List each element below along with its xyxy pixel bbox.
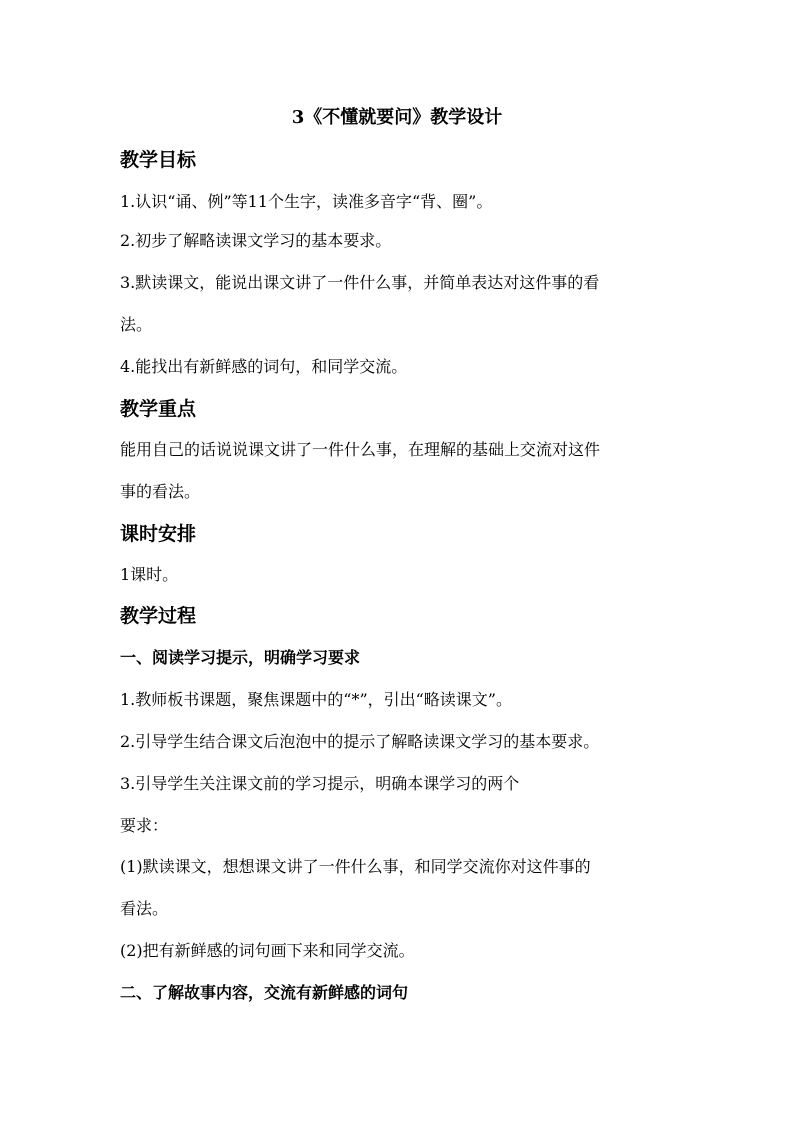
objective-item-3: 3.默读课文，能说出课文讲了一件什么事，并简单表达对这件事的看 bbox=[120, 273, 600, 292]
schedule-text: 1课时。 bbox=[120, 565, 179, 584]
process-part1-line-5: (1)默读课文，想想课文讲了一件什么事，和同学交流你对这件事的 bbox=[120, 857, 591, 876]
process-part1-line-4: 要求： bbox=[120, 816, 169, 835]
key-points-line-2: 事的看法。 bbox=[120, 482, 201, 501]
process-part1-line-3: 3.引导学生关注课文前的学习提示，明确本课学习的两个 bbox=[120, 774, 520, 793]
objective-item-4: 4.能找出有新鲜感的词句，和同学交流。 bbox=[120, 357, 408, 376]
heading-key-points: 教学重点 bbox=[120, 398, 197, 420]
process-part1-heading: 一、阅读学习提示，明确学习要求 bbox=[120, 648, 361, 667]
process-part1-line-6: 看法。 bbox=[120, 899, 169, 918]
objective-item-1: 1.认识“诵、例”等11个生字，读准多音字“背、圈”。 bbox=[120, 192, 493, 211]
heading-schedule: 课时安排 bbox=[120, 523, 197, 545]
process-part1-line-2: 2.引导学生结合课文后泡泡中的提示了解略读课文学习的基本要求。 bbox=[120, 732, 600, 751]
heading-process: 教学过程 bbox=[120, 605, 197, 627]
process-part2-heading: 二、了解故事内容，交流有新鲜感的词句 bbox=[120, 983, 409, 1002]
objective-item-3-cont: 法。 bbox=[120, 315, 153, 334]
heading-objectives: 教学目标 bbox=[120, 149, 197, 171]
document-title: 3《不懂就要问》教学设计 bbox=[291, 107, 503, 128]
process-part1-line-7: (2)把有新鲜感的词句画下来和同学交流。 bbox=[120, 941, 415, 960]
objective-item-2: 2.初步了解略读课文学习的基本要求。 bbox=[120, 231, 392, 250]
process-part1-line-1: 1.教师板书课题，聚焦课题中的“*”，引出“略读课文”。 bbox=[120, 690, 512, 709]
key-points-line-1: 能用自己的话说说课文讲了一件什么事，在理解的基础上交流对这件 bbox=[120, 440, 601, 459]
